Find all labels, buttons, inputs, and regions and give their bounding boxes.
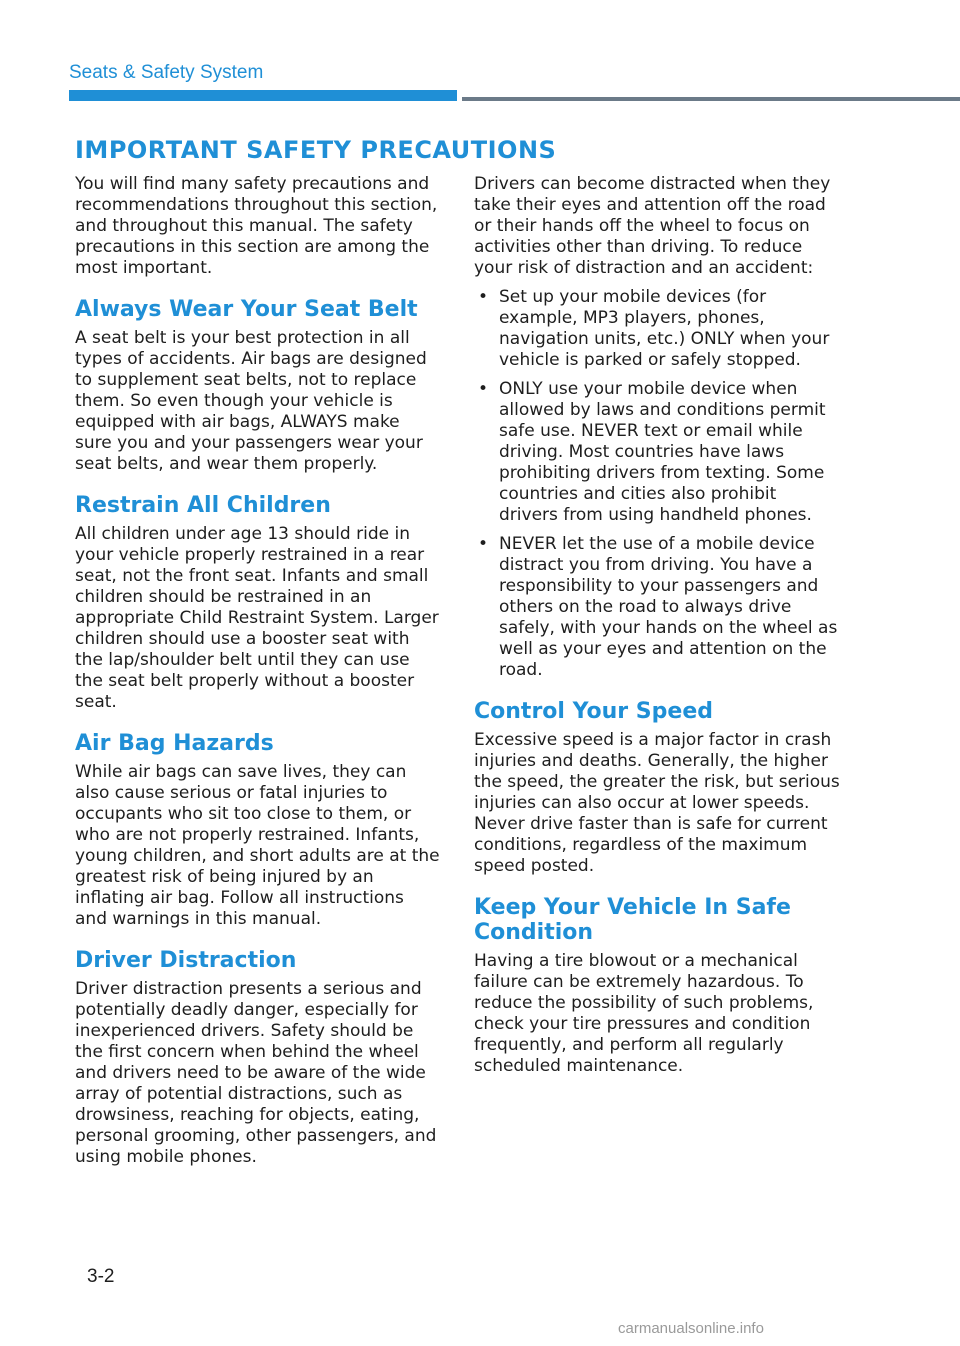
airbag-paragraph: While air bags can save lives, they can also cause serious or fatal injuries to occupants who sit too close to them, or who are not properly restrained. Infants, young children, and short adults are at the greatest risk of being injured by an inflating air bag. Follow all instructions and warnings in this manual. bbox=[75, 762, 440, 929]
distraction-continued-paragraph: Drivers can become distracted when they take their eyes and attention off the road or their hands off the wheel to focus on activities other than driving. To reduce your risk of distraction and an accident: bbox=[474, 174, 831, 278]
condition-paragraph: Having a tire blowout or a mechanical failure can be extremely hazardous. To reduce the possibility of such problems, check your tire pressures and condition frequently, and perform all regularly scheduled maintenance. bbox=[474, 951, 814, 1076]
distraction-heading: Driver Distraction bbox=[75, 948, 297, 973]
page-number: 3-2 bbox=[87, 1266, 115, 1287]
speed-heading: Control Your Speed bbox=[474, 699, 713, 724]
distraction-bullet-list bbox=[474, 287, 840, 681]
distraction-paragraph: Driver distraction presents a serious and potentially deadly danger, especially for inexperienced drivers. Safety should be the first concern when behind the wheel and drivers need to be aware of the wide array of potential distractions, such as drowsiness, reaching for objects, eating, personal grooming, other passengers, and using mobile phones. bbox=[75, 979, 437, 1167]
section-title: Seats & Safety System bbox=[69, 62, 264, 83]
intro-paragraph: You will find many safety precautions and recommendations throughout this section, and throughout this manual. The safety precautions in this section are among the most important. bbox=[75, 174, 438, 278]
list-item: • NEVER let the use of a mobile device distract you from driving. You have a responsibility to your passengers and others on the road to always drive safely, with your hands on the wheel as well as your eyes and attention on the road. bbox=[474, 534, 840, 681]
airbag-heading: Air Bag Hazards bbox=[75, 731, 274, 756]
children-paragraph: All children under age 13 should ride in your vehicle properly restrained in a rear seat, not the front seat. Infants and small children should be restrained in an appropriate Child Restraint System. Larger children should use a booster seat with the lap/shoulder belt until they can use the seat belt properly without a booster seat. bbox=[75, 524, 439, 712]
speed-paragraph: Excessive speed is a major factor in crash injuries and deaths. Generally, the higher the speed, the greater the risk, but serious injuries can also occur at lower speeds. Never drive faster than is safe for current conditions, regardless of the maximum speed posted. bbox=[474, 730, 840, 876]
condition-heading: Keep Your Vehicle In Safe Condition bbox=[474, 895, 791, 945]
list-item: • Set up your mobile devices (for example, MP3 players, phones, navigation units, etc.) ONLY when your vehicle is parked or safely stopped. bbox=[474, 287, 840, 371]
left-column bbox=[75, 174, 440, 1176]
right-column bbox=[474, 174, 840, 1085]
page-title: IMPORTANT SAFETY PRECAUTIONS bbox=[75, 136, 557, 164]
watermark: carmanualsonline.info bbox=[618, 1320, 764, 1337]
seat-belt-heading: Always Wear Your Seat Belt bbox=[75, 297, 418, 322]
header-rule-accent bbox=[69, 90, 457, 101]
header-rule bbox=[462, 97, 960, 101]
list-item: • ONLY use your mobile device when allowed by laws and conditions permit safe use. NEVER text or email while driving. Most countries have laws prohibiting drivers from texting. Some countries and cities also prohibit drivers from using handheld phones. bbox=[474, 379, 840, 526]
seat-belt-paragraph: A seat belt is your best protection in all types of accidents. Air bags are designed to supplement seat belts, not to replace them. So even though your vehicle is equipped with air bags, ALWAYS make sure you and your passengers wear your seat belts, and wear them properly. bbox=[75, 328, 427, 474]
children-heading: Restrain All Children bbox=[75, 493, 331, 518]
